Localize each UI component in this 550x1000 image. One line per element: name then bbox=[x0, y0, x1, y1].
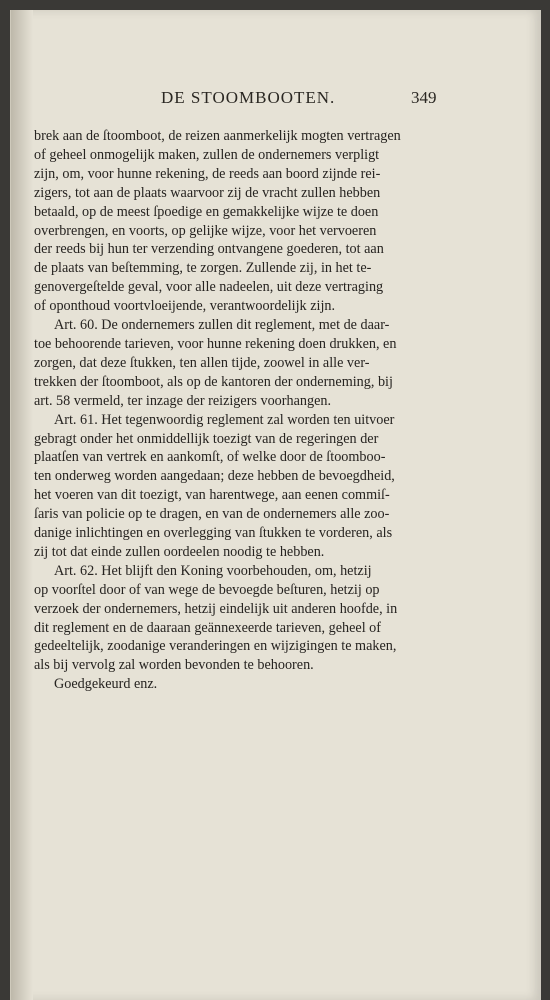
text-line: genovergeſtelde geval, voor alle nadeelen, uit deze vertraging bbox=[34, 279, 384, 296]
page-gutter-shadow bbox=[11, 10, 33, 1000]
text-line: danige inlichtingen en overlegging van ſtukken te vorderen, als bbox=[34, 525, 393, 542]
text-line: Art. 62. Het blijft den Koning voorbehouden, om, hetzij bbox=[54, 562, 372, 579]
running-title: DE STOOMBOOTEN. bbox=[161, 88, 336, 107]
text-line: betaald, op de meest ſpoedige en gemakkelijke wijze te doen bbox=[34, 203, 379, 220]
running-header bbox=[11, 88, 541, 116]
text-line: art. 58 vermeld, ter inzage der reizigers voorhangen. bbox=[34, 392, 332, 409]
text-line: der reeds bij hun ter verzending ontvangene goederen, tot aan bbox=[34, 241, 384, 258]
text-line: of oponthoud voortvloeijende, verantwoordelijk zijn. bbox=[34, 298, 336, 315]
text-line: zigers, tot aan de plaats waarvoor zij de vracht zullen hebben bbox=[34, 184, 381, 201]
text-line: gedeeltelijk, zoodanige veranderingen en wijzigingen te maken, bbox=[34, 638, 397, 655]
text-line: als bij vervolg zal worden bevonden te behooren. bbox=[34, 657, 314, 674]
text-line: gebragt onder het onmiddellijk toezigt van de regeringen der bbox=[34, 430, 379, 447]
text-line: verzoek der ondernemers, hetzij eindelijk uit anderen hoofde, in bbox=[34, 600, 398, 617]
text-line: Art. 60. De ondernemers zullen dit reglement, met de daar- bbox=[54, 317, 390, 334]
text-line: zijn, om, voor hunne rekening, de reeds aan boord zijnde rei- bbox=[34, 165, 381, 182]
text-line: de plaats van beſtemming, te zorgen. Zullende zij, in het te- bbox=[34, 260, 372, 277]
book-page bbox=[10, 10, 541, 1000]
page-number: 349 bbox=[411, 88, 437, 107]
text-line: of geheel onmogelijk maken, zullen de ondernemers verpligt bbox=[34, 146, 380, 163]
text-line: plaatſen van vertrek en aankomſt, of welke door de ſtoomboo- bbox=[34, 449, 386, 466]
text-line: ten onderweg worden aangedaan; deze hebben de bevoegdheid, bbox=[34, 468, 395, 485]
text-line: Goedgekeurd enz. bbox=[54, 676, 158, 693]
text-line: overbrengen, en voorts, op gelijke wijze, voor het vervoeren bbox=[34, 222, 377, 239]
text-line: Art. 61. Het tegenwoordig reglement zal worden ten uitvoer bbox=[54, 411, 395, 428]
text-line: brek aan de ſtoomboot, de reizen aanmerkelijk mogten vertragen bbox=[34, 128, 401, 144]
text-line: op voorſtel door of van wege de bevoegde beſturen, hetzij op bbox=[34, 581, 380, 598]
body-text bbox=[34, 127, 429, 694]
text-line: het voeren van dit toezigt, van harentwege, aan eenen commiſ- bbox=[34, 487, 390, 504]
text-line: dit reglement en de daaraan geännexeerde tarieven, geheel of bbox=[34, 619, 382, 636]
text-line: zij tot dat einde zullen oordeelen noodig te hebben. bbox=[34, 543, 325, 560]
text-line: zorgen, dat deze ſtukken, ten allen tijde, zoowel in alle ver- bbox=[34, 354, 370, 371]
text-line: toe behoorende tarieven, voor hunne rekening doen drukken, en bbox=[34, 335, 397, 352]
text-line: ſaris van policie op te dragen, en van de ondernemers alle zoo- bbox=[34, 506, 390, 523]
text-line: trekken der ſtoomboot, als op de kantoren der onderneming, bij bbox=[34, 373, 393, 390]
